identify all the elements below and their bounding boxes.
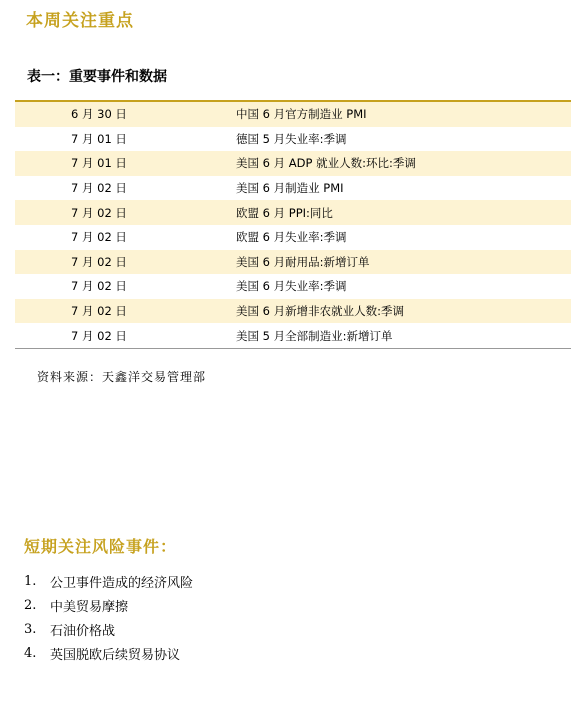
table-row [15,225,571,250]
event-name: 美国 6 月 ADP 就业人数:环比:季调 [236,156,416,171]
event-name: 美国 6 月耐用品:新增订单 [236,254,370,269]
risk-item-number: 4. [24,645,37,661]
event-date: 7 月 02 日 [71,205,127,220]
table-row [15,200,571,225]
table-row [15,151,571,176]
table-title: 表一：重要事件和数据 [27,69,167,85]
event-date: 7 月 02 日 [71,304,127,319]
risk-item-text: 石油价格战 [50,623,116,639]
table-body [15,102,571,348]
risk-item [24,593,193,617]
event-name: 美国 5 月全部制造业:新增订单 [236,328,393,343]
table-row [15,250,571,275]
table-row [15,274,571,299]
table-row [15,323,571,348]
risk-item-text: 英国脱欧后续贸易协议 [50,647,181,663]
event-date: 7 月 02 日 [71,230,127,245]
event-name: 德国 5 月失业率:季调 [236,131,347,146]
table-row [15,127,571,152]
event-date: 7 月 02 日 [71,328,127,343]
risk-item [24,569,193,593]
risk-item-number: 3. [24,621,37,637]
source-note: 资料来源：天鑫洋交易管理部 [37,370,207,384]
risk-item-number: 1. [24,573,37,589]
risk-item-text: 中美贸易摩擦 [50,599,129,615]
risk-item-text: 公卫事件造成的经济风险 [50,575,194,591]
event-name: 欧盟 6 月失业率:季调 [236,230,347,245]
risk-item-number: 2. [24,597,37,613]
event-date: 7 月 01 日 [71,131,127,146]
event-name: 中国 6 月官方制造业 PMI [236,107,367,122]
table-row [15,176,571,201]
event-date: 7 月 01 日 [71,156,127,171]
section-title: 本周关注重点 [26,11,134,31]
event-name: 美国 6 月新增非农就业人数:季调 [236,304,405,319]
event-name: 美国 6 月失业率:季调 [236,279,347,294]
risk-section-title: 短期关注风险事件： [24,537,178,556]
risk-item [24,617,193,641]
events-table [15,100,571,349]
event-name: 欧盟 6 月 PPI:同比 [236,205,333,220]
table-row [15,299,571,324]
risk-item [24,641,193,665]
event-date: 7 月 02 日 [71,254,127,269]
risk-list [24,569,193,665]
table-row [15,102,571,127]
table-bottom-rule [15,348,571,349]
event-date: 7 月 02 日 [71,181,127,196]
event-date: 7 月 02 日 [71,279,127,294]
event-date: 6 月 30 日 [71,107,127,122]
event-name: 美国 6 月制造业 PMI [236,181,344,196]
